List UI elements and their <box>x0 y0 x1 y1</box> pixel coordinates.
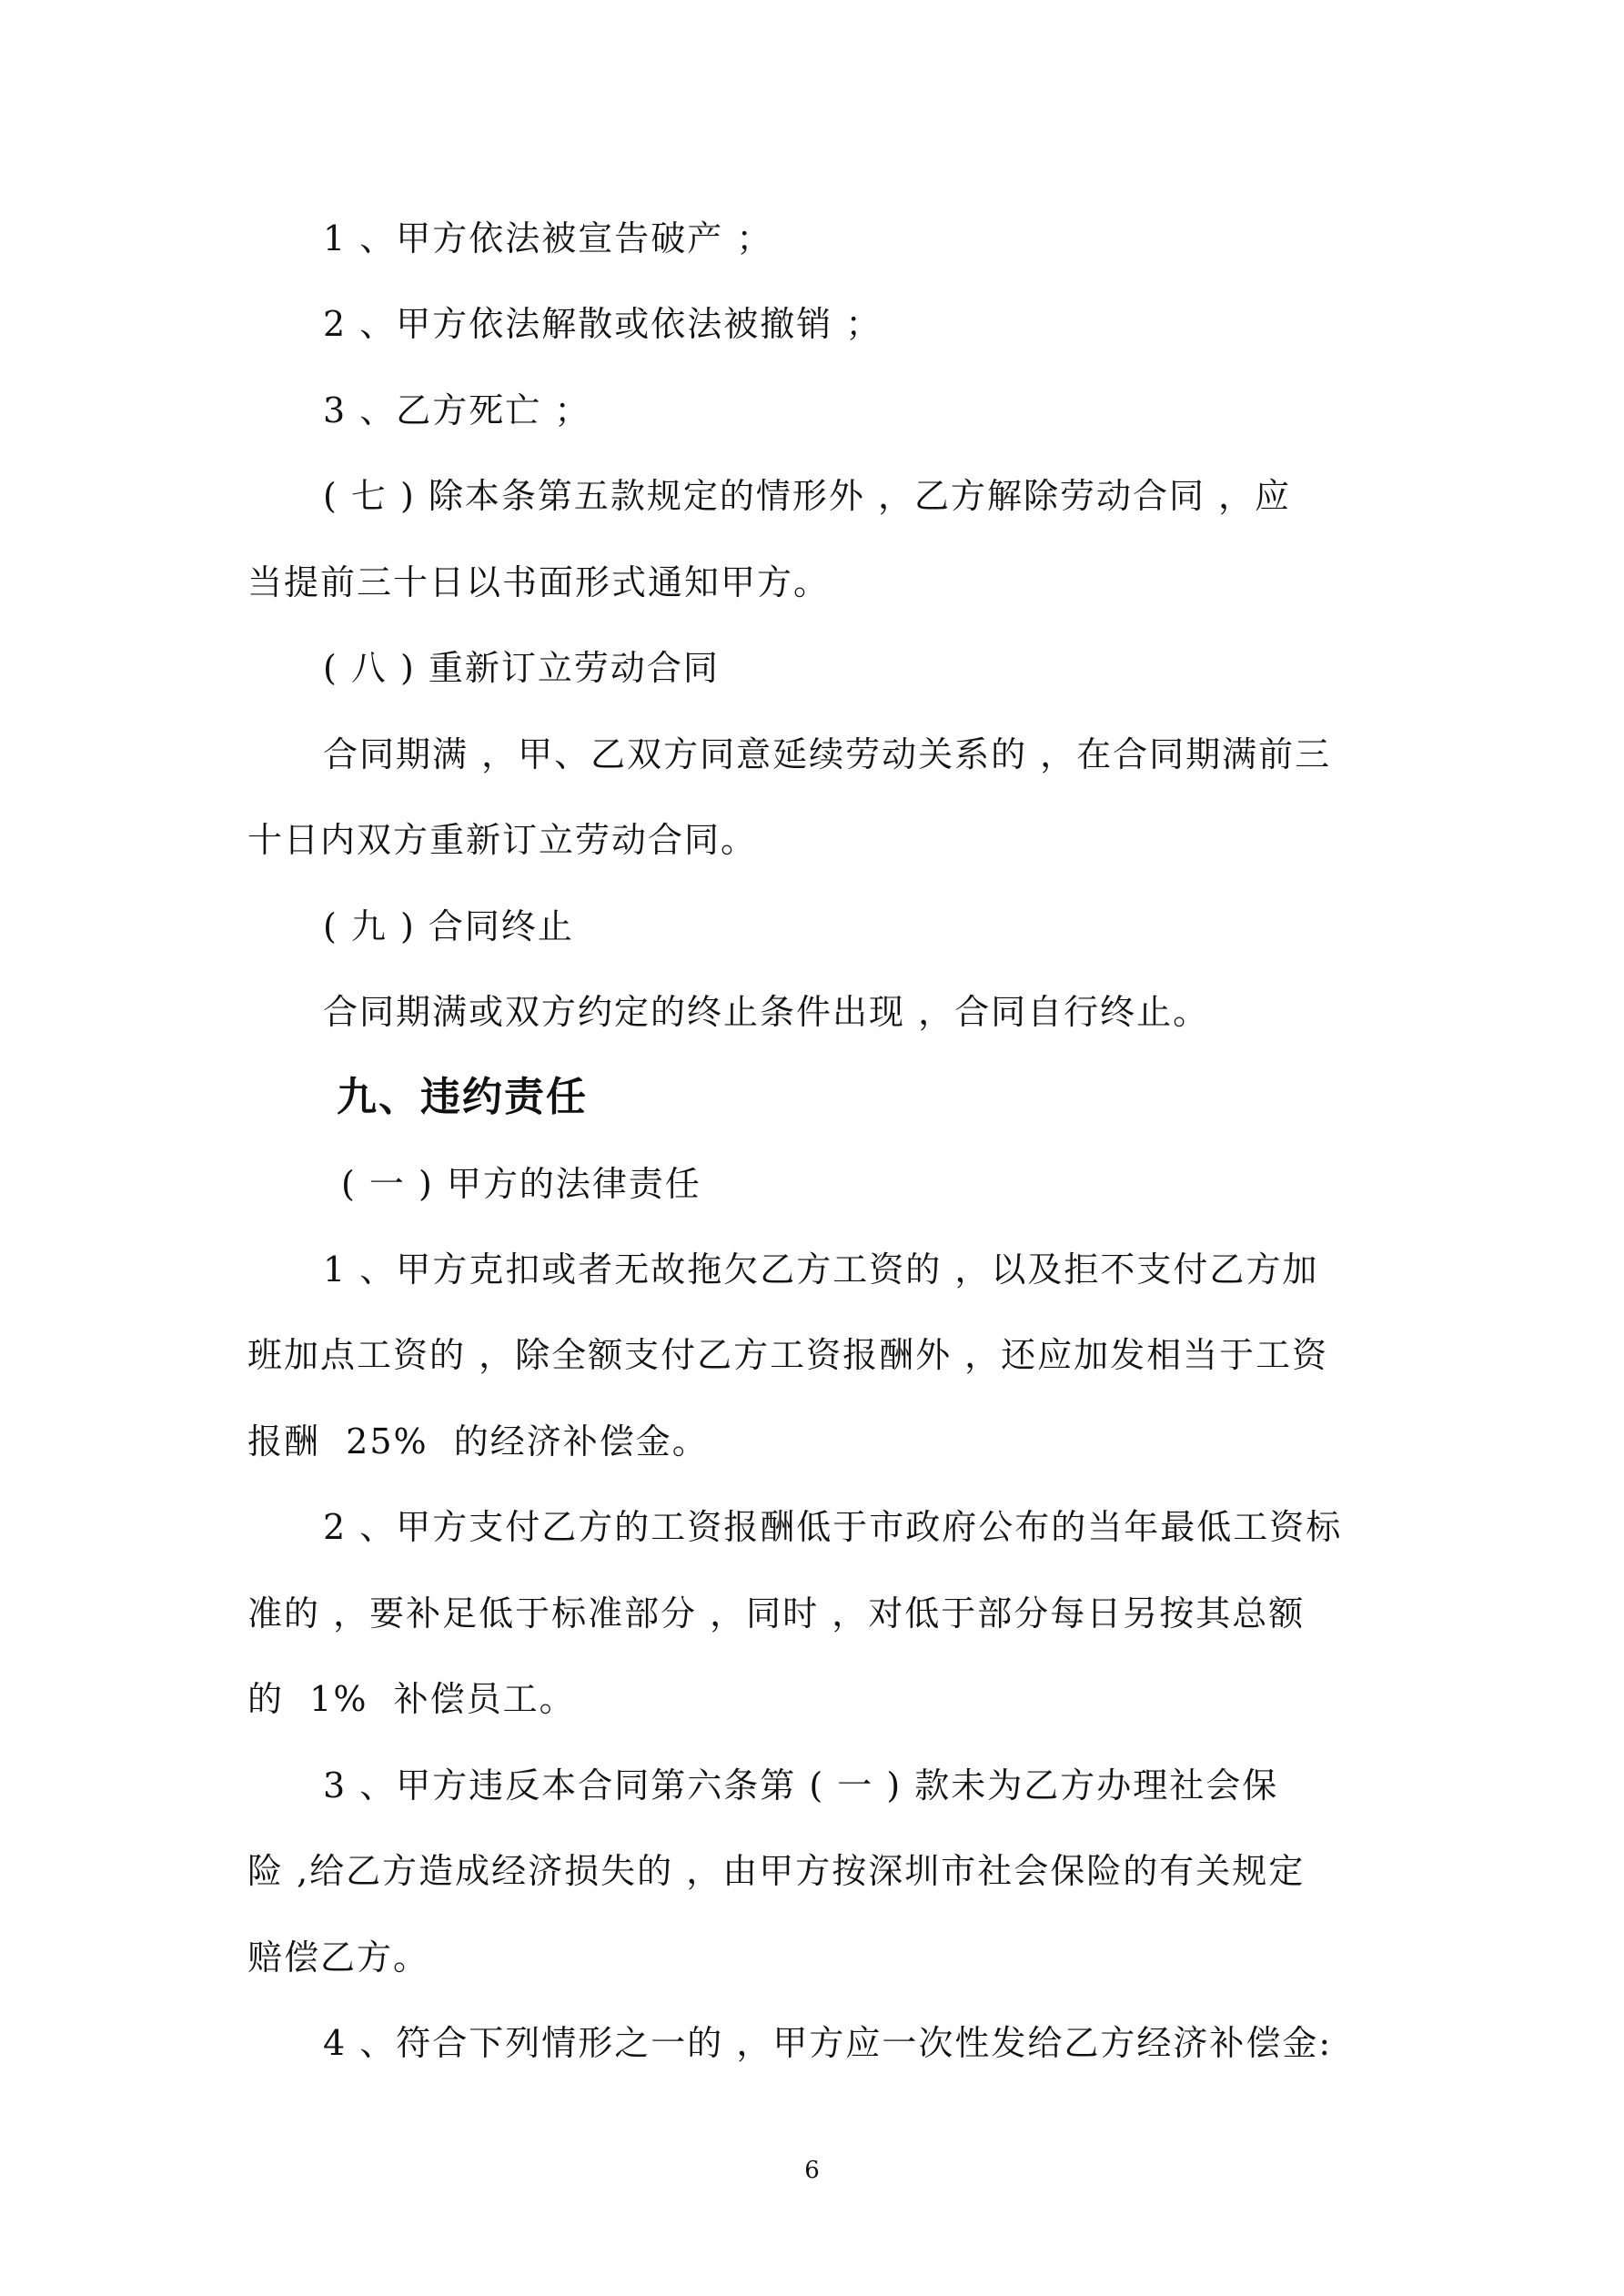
text-line: ( 七 ) 除本条第五款规定的情形外 ，乙方解除劳动合同 ，应 <box>323 476 1292 516</box>
text-line: 3 、乙方死亡 ； <box>323 390 591 430</box>
text-line: 合同期满或双方约定的终止条件出现 ，合同自行终止。 <box>323 992 1210 1032</box>
text-line: 准的 ，要补足低于标准部分 ，同时 ，对低于部分每日另按其总额 <box>247 1593 1306 1633</box>
text-line: 1 、甲方克扣或者无故拖欠乙方工资的 ，以及拒不支付乙方加 <box>323 1249 1319 1290</box>
text-line: 3 、甲方违反本合同第六条第 ( 一 ) 款未为乙方办理社会保 <box>323 1765 1279 1805</box>
text-line: 班加点工资的 ，除全额支付乙方工资报酬外 ，还应加发相当于工资 <box>247 1335 1329 1375</box>
text-line: 十日内双方重新订立劳动合同。 <box>247 820 758 860</box>
text-line: ( 一 ) 甲方的法律责任 <box>341 1164 701 1204</box>
text-line: 2 、甲方支付乙方的工资报酬低于市政府公布的当年最低工资标 <box>323 1507 1343 1547</box>
text-line: ( 九 ) 合同终止 <box>323 906 574 946</box>
text-line: ( 八 ) 重新订立劳动合同 <box>323 648 720 688</box>
text-line: 4 、符合下列情形之一的 ，甲方应一次性发给乙方经济补偿金: <box>323 2023 1333 2063</box>
text-line: 的 1% 补偿员工。 <box>247 1679 576 1719</box>
text-line: 赔偿乙方。 <box>247 1937 430 1977</box>
text-line: 1 、甲方依法被宣告破产 ； <box>323 218 773 258</box>
text-line: 2 、甲方依法解散或依法被撤销 ； <box>323 304 883 344</box>
text-line: 报酬 25% 的经济补偿金。 <box>247 1421 709 1462</box>
section-heading: 九、违约责任 <box>337 1074 588 1120</box>
text-line: 当提前三十日以书面形式通知甲方。 <box>247 562 831 602</box>
text-line: 合同期满 ，甲、乙双方同意延续劳动关系的 ，在合同期满前三 <box>323 734 1332 774</box>
text-line: 险 ,给乙方造成经济损失的 ，由甲方按深圳市社会保险的有关规定 <box>247 1851 1306 1891</box>
page-number: 6 <box>804 2157 820 2184</box>
